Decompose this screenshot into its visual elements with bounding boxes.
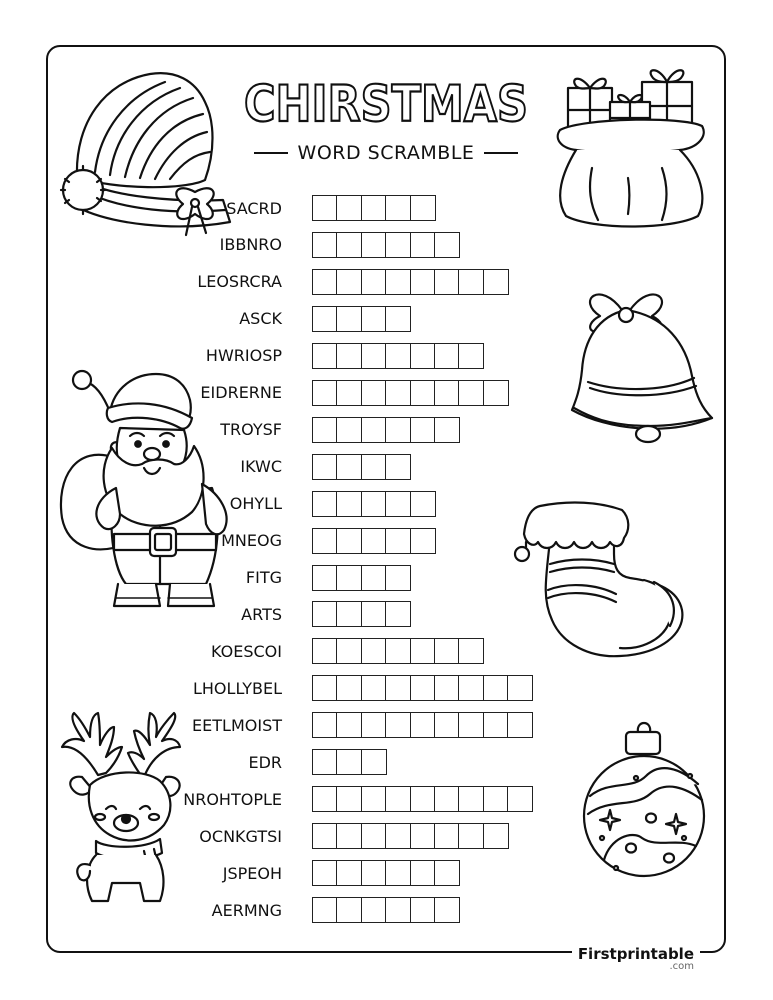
scrambled-word: ARTS: [241, 604, 282, 624]
puzzle-row: [150, 822, 507, 850]
letter-box[interactable]: [507, 675, 533, 701]
scrambled-word: TROYSF: [220, 420, 282, 440]
answer-boxes: [312, 897, 458, 923]
answer-boxes: [312, 638, 483, 664]
letter-box[interactable]: [312, 749, 338, 775]
letter-box[interactable]: [385, 528, 411, 554]
letter-box[interactable]: [434, 343, 460, 369]
letter-box[interactable]: [410, 638, 436, 664]
letter-box[interactable]: [483, 675, 509, 701]
letter-box[interactable]: [458, 675, 484, 701]
letter-box[interactable]: [312, 417, 338, 443]
letter-box[interactable]: [336, 601, 362, 627]
letter-box[interactable]: [336, 491, 362, 517]
letter-box[interactable]: [458, 712, 484, 738]
letter-box[interactable]: [361, 638, 387, 664]
letter-box[interactable]: [336, 565, 362, 591]
letter-box[interactable]: [312, 306, 338, 332]
letter-box[interactable]: [385, 306, 411, 332]
letter-box[interactable]: [385, 675, 411, 701]
letter-box[interactable]: [434, 712, 460, 738]
letter-box[interactable]: [336, 195, 362, 221]
letter-box[interactable]: [483, 269, 509, 295]
letter-box[interactable]: [336, 232, 362, 258]
scrambled-word: KOESCOI: [211, 641, 282, 661]
scrambled-word: AERMNG: [211, 900, 282, 920]
letter-box[interactable]: [434, 860, 460, 886]
scrambled-word: OCNKGTSI: [199, 826, 282, 846]
scrambled-word: EIDRERNE: [200, 383, 282, 403]
subtitle-row: [243, 139, 529, 167]
ornament-icon: [580, 718, 718, 888]
answer-boxes: [312, 675, 532, 701]
letter-box[interactable]: [483, 380, 509, 406]
scrambled-word: NROHTOPLE: [183, 789, 282, 809]
letter-box[interactable]: [385, 380, 411, 406]
letter-box[interactable]: [361, 380, 387, 406]
brand-name: Firstprintable: [577, 945, 694, 963]
letter-box[interactable]: [385, 897, 411, 923]
scrambled-word: IBBNRO: [219, 235, 282, 255]
letter-box[interactable]: [361, 712, 387, 738]
subtitle-rule-right: [484, 152, 518, 154]
letter-box[interactable]: [361, 601, 387, 627]
answer-boxes: [312, 860, 458, 886]
scrambled-word: IKWC: [240, 457, 282, 477]
answer-boxes: [312, 306, 410, 332]
letter-box[interactable]: [434, 232, 460, 258]
letter-box[interactable]: [336, 749, 362, 775]
letter-box[interactable]: [336, 269, 362, 295]
answer-boxes: [312, 454, 410, 480]
answer-boxes: [312, 749, 385, 775]
letter-box[interactable]: [458, 786, 484, 812]
answer-boxes: [312, 712, 532, 738]
letter-box[interactable]: [312, 454, 338, 480]
letter-box[interactable]: [385, 454, 411, 480]
letter-box[interactable]: [336, 897, 362, 923]
letter-box[interactable]: [458, 343, 484, 369]
letter-box[interactable]: [312, 897, 338, 923]
santa-icon: [56, 348, 241, 616]
scrambled-word: HWRIOSP: [205, 346, 282, 366]
letter-box[interactable]: [507, 712, 533, 738]
letter-box[interactable]: [361, 232, 387, 258]
letter-box[interactable]: [312, 675, 338, 701]
scrambled-word: LHOLLYBEL: [192, 678, 282, 698]
bell-icon: [568, 270, 718, 448]
letter-box[interactable]: [434, 380, 460, 406]
letter-box[interactable]: [312, 786, 338, 812]
letter-box[interactable]: [361, 491, 387, 517]
scrambled-word: LEOSRCRA: [197, 272, 282, 292]
letter-box[interactable]: [434, 675, 460, 701]
puzzle-row: [150, 268, 507, 296]
letter-box[interactable]: [336, 306, 362, 332]
scrambled-word: FITG: [245, 568, 282, 587]
letter-box[interactable]: [361, 565, 387, 591]
letter-box[interactable]: [434, 417, 460, 443]
puzzle-row: [150, 674, 532, 702]
answer-boxes: [312, 269, 507, 295]
answer-boxes: [312, 380, 507, 406]
puzzle-row: [150, 859, 458, 887]
letter-box[interactable]: [385, 195, 411, 221]
letter-box[interactable]: [434, 638, 460, 664]
letter-box[interactable]: [336, 823, 362, 849]
letter-box[interactable]: [361, 749, 387, 775]
letter-box[interactable]: [361, 786, 387, 812]
letter-box[interactable]: [312, 491, 338, 517]
puzzle-row: [150, 305, 410, 333]
title-text: CHIRSTMAS: [244, 75, 528, 133]
letter-box[interactable]: [434, 269, 460, 295]
brand-domain: .com: [669, 961, 694, 972]
letter-box[interactable]: [410, 343, 436, 369]
letter-box[interactable]: [336, 343, 362, 369]
reindeer-icon: [56, 705, 196, 913]
letter-box[interactable]: [361, 195, 387, 221]
letter-box[interactable]: [312, 528, 338, 554]
letter-box[interactable]: [458, 638, 484, 664]
letter-box[interactable]: [385, 823, 411, 849]
page-title: [240, 72, 532, 133]
letter-box[interactable]: [410, 675, 436, 701]
letter-box[interactable]: [483, 823, 509, 849]
letter-box[interactable]: [312, 195, 338, 221]
answer-boxes: [312, 601, 410, 627]
letter-box[interactable]: [385, 269, 411, 295]
letter-box[interactable]: [410, 860, 436, 886]
letter-box[interactable]: [434, 897, 460, 923]
letter-box[interactable]: [410, 712, 436, 738]
letter-box[interactable]: [458, 269, 484, 295]
scrambled-word: EDR: [248, 752, 282, 772]
answer-boxes: [312, 343, 483, 369]
answer-boxes: [312, 417, 458, 443]
letter-box[interactable]: [361, 528, 387, 554]
answer-boxes: [312, 195, 434, 221]
letter-box[interactable]: [312, 712, 338, 738]
letter-box[interactable]: [385, 638, 411, 664]
letter-box[interactable]: [361, 823, 387, 849]
letter-box[interactable]: [336, 712, 362, 738]
letter-box[interactable]: [336, 675, 362, 701]
letter-box[interactable]: [410, 786, 436, 812]
letter-box[interactable]: [361, 269, 387, 295]
letter-box[interactable]: [361, 306, 387, 332]
answer-boxes: [312, 528, 434, 554]
letter-box[interactable]: [410, 491, 436, 517]
gift-sack-icon: [552, 58, 712, 233]
letter-box[interactable]: [312, 380, 338, 406]
subtitle-rule-left: [254, 152, 288, 154]
letter-box[interactable]: [312, 823, 338, 849]
scrambled-word: JSPEOH: [222, 863, 282, 883]
stocking-icon: [510, 498, 688, 668]
letter-box[interactable]: [385, 860, 411, 886]
letter-box[interactable]: [434, 823, 460, 849]
letter-box[interactable]: [385, 491, 411, 517]
puzzle-row: [150, 896, 458, 924]
letter-box[interactable]: [361, 860, 387, 886]
letter-box[interactable]: [385, 601, 411, 627]
letter-box[interactable]: [410, 269, 436, 295]
letter-box[interactable]: [410, 195, 436, 221]
letter-box[interactable]: [410, 897, 436, 923]
letter-box[interactable]: [361, 454, 387, 480]
letter-box[interactable]: [336, 417, 362, 443]
letter-box[interactable]: [361, 343, 387, 369]
letter-box[interactable]: [458, 823, 484, 849]
letter-box[interactable]: [385, 565, 411, 591]
answer-boxes: [312, 491, 434, 517]
letter-box[interactable]: [336, 786, 362, 812]
letter-box[interactable]: [385, 417, 411, 443]
letter-box[interactable]: [312, 638, 338, 664]
letter-box[interactable]: [336, 860, 362, 886]
letter-box[interactable]: [312, 269, 338, 295]
letter-box[interactable]: [312, 860, 338, 886]
letter-box[interactable]: [336, 380, 362, 406]
letter-box[interactable]: [458, 380, 484, 406]
scrambled-word: SACRD: [226, 198, 282, 218]
page-subtitle: WORD SCRAMBLE: [297, 142, 475, 164]
letter-box[interactable]: [312, 565, 338, 591]
puzzle-row: [150, 785, 532, 813]
scrambled-word: MNEOG: [221, 531, 282, 551]
letter-box[interactable]: [410, 823, 436, 849]
letter-box[interactable]: [507, 786, 533, 812]
letter-box[interactable]: [410, 380, 436, 406]
letter-box[interactable]: [385, 712, 411, 738]
letter-box[interactable]: [410, 417, 436, 443]
letter-box[interactable]: [385, 786, 411, 812]
letter-box[interactable]: [483, 786, 509, 812]
answer-boxes: [312, 565, 410, 591]
santa-hat-icon: [55, 62, 235, 237]
letter-box[interactable]: [361, 897, 387, 923]
brand-footer: [572, 945, 700, 972]
scrambled-word: EETLMOIST: [192, 715, 282, 735]
letter-box[interactable]: [336, 454, 362, 480]
puzzle-row: [150, 637, 483, 665]
letter-box[interactable]: [410, 528, 436, 554]
letter-box[interactable]: [312, 601, 338, 627]
letter-box[interactable]: [410, 232, 436, 258]
letter-box[interactable]: [312, 232, 338, 258]
letter-box[interactable]: [361, 675, 387, 701]
letter-box[interactable]: [385, 232, 411, 258]
letter-box[interactable]: [483, 712, 509, 738]
answer-boxes: [312, 232, 458, 258]
letter-box[interactable]: [385, 343, 411, 369]
scrambled-word: ASCK: [239, 309, 282, 329]
answer-boxes: [312, 786, 532, 812]
scrambled-word: OHYLL: [229, 494, 282, 514]
puzzle-row: [150, 711, 532, 739]
letter-box[interactable]: [336, 528, 362, 554]
answer-boxes: [312, 823, 507, 849]
letter-box[interactable]: [336, 638, 362, 664]
letter-box[interactable]: [361, 417, 387, 443]
letter-box[interactable]: [312, 343, 338, 369]
letter-box[interactable]: [434, 786, 460, 812]
